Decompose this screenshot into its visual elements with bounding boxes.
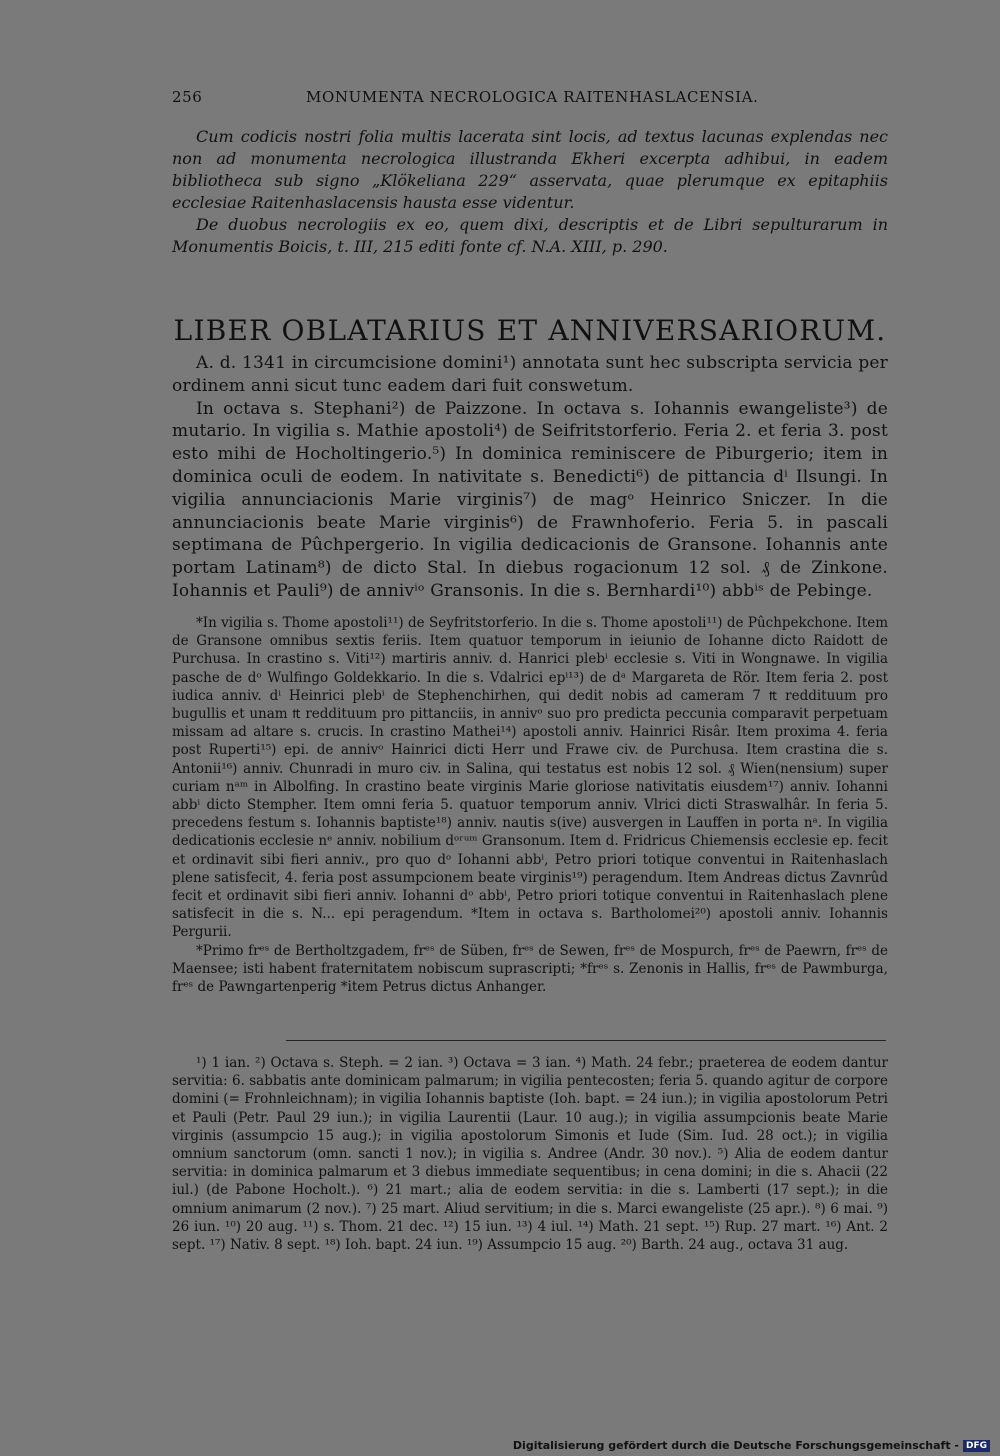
footnote-divider <box>286 1040 886 1041</box>
main-text <box>172 352 888 603</box>
footer-text: Digitalisierung gefördert durch die Deutsche Forschungsgemeinschaft - <box>512 1439 959 1452</box>
dfg-logo: DFG <box>963 1440 990 1452</box>
additions-paragraph-2: *Primo frᵉˢ de Bertholtzgadem, frᵉˢ de Süben, frᵉˢ de Sewen, frᵉˢ de Mospurch, frᵉˢ de Paewrn, frᵉˢ de Maensee; isti habent fraternitatem nobiscum suprascripti; *frᵉˢ s. Zenonis in Hallis, frᵉˢ de Pawmburga, frᵉˢ de Pawngartenperig *item Petrus dictus Anhanger. <box>172 942 888 996</box>
intro-section <box>172 126 888 258</box>
body-paragraph-2: In octava s. Stephani²) de Paizzone. In octava s. Iohannis ewangeliste³) de mutario. In vigilia s. Mathie apostoli⁴) de Seifritstorferio. Feria 2. et feria 3. post esto mihi de Hocholtingerio.⁵) In dominica reminiscere de Piburgerio; item in dominica oculi de eodem. In nativitate s. Benedicti⁶) de pittancia dⁱ Ilsungi. In vigilia annunciacionis Marie virginis⁷) de magᵒ Heinrico Sniczer. In die annunciacionis beate Marie virginis⁶) de Frawnhoferio. Feria 5. in pascali septimana de Pûchpergerio. In vigilia dedicacionis de Gransone. Iohannis ante portam Latinam⁸) de dicto Stal. In diebus rogacionum 12 sol. ₰ de Zinkone. Iohannis et Pauli⁹) de annivⁱᵒ Gransonis. In die s. Bernhardi¹⁰) abbⁱˢ de Pebinge. <box>172 398 888 601</box>
footnotes <box>172 1054 888 1254</box>
digitization-footer <box>513 1439 990 1452</box>
intro-paragraph-1: Cum codicis nostri folia multis lacerata sint locis, ad textus lacunas explendas nec non ad monumenta necrologica illustranda Ekheri excerpta adhibui, in eadem bibliotheca sub signo „Klökeliana 229“ asservata, quae plerumque ex epitaphiis ecclesiae Raitenhaslacensis hausta esse videntur. <box>172 127 888 212</box>
page-number: 256 <box>172 88 203 106</box>
additions-text <box>172 614 888 996</box>
intro-paragraph-2: De duobus necrologiis ex eo, quem dixi, descriptis et de Libri sepulturarum in Monumentis Boicis, t. III, 215 editi fonte cf. N.A. XIII, p. 290. <box>172 215 888 256</box>
section-title: LIBER OBLATARIUS ET ANNIVERSARIORUM. <box>173 314 887 347</box>
additions-paragraph-1: *In vigilia s. Thome apostoli¹¹) de Seyfritstorferio. In die s. Thome apostoli¹¹) de Pûchpekchone. Item de Gransone omnibus sextis feriis. Item quatuor temporum in ieiunio de Iohanne dicto Raidott de Purchusa. In crastino s. Viti¹²) martiris anniv. d. Hanrici plebⁱ ecclesie s. Viti in Wongnawe. In vigilia pasche de dᵒ Wulfingo Goldekkario. In die s. Vdalrici epⁱ¹³) de dᵃ Margareta de Rör. Item feria 2. post iudica anniv. dⁱ Heinrici plebⁱ de Stephenchirhen, qui dedit nobis ad cameram 7 ₶ reddituum pro bugullis et unam ₶ reddituum pro pittanciis, in annivᵒ suo pro predicta peccunia comparavit perpetuam missam ad altare s. crucis. In crastino Mathei¹⁴) apostoli anniv. Hainrici Risâr. Item proxima 4. feria post Ruperti¹⁵) epi. de annivᵒ Hainrici dicti Herr und Frawe civ. de Purchusa. Item crastina die s. Antonii¹⁶) anniv. Chunradi in muro civ. in Salina, qui testatus est nobis 12 sol. ₰ Wien(nensium) super curiam nᵃᵐ in Albolfing. In crastino beate virginis Marie gloriose nativitatis eiusdem¹⁷) anniv. Iohanni abbⁱ dicto Stempher. Item omni feria 5. quatuor temporum anniv. Vlrici dicti Straswalhâr. In feria 5. precedens festum s. Iohannis baptiste¹⁸) anniv. nautis s(ive) ausvergen in Lauffen in porta nᵃ. In vigilia dedicationis ecclesie nᵉ anniv. nobilium dᵒʳᵘᵐ Gransonum. Item d. Fridricus Chiemensis ecclesie ep. fecit et ordinavit sibi fieri anniv., pro quo dᵒ Iohanni abbⁱ, Petro priori totique conventui in Raitenhaslach plene satisfecit, 4. feria post assumpcionem beate virginis¹⁹) peragendum. Item Andreas dictus Zavnrûd fecit et ordinavit sibi fieri anniv. Iohanni dᵒ abbⁱ, Petro priori totique conventui in Raitenhaslach plene satisfecit in die s. N... epi peragendum. *Item in octava s. Bartholomei²⁰) apostoli anniv. Iohannis Pergurii. <box>172 615 888 941</box>
body-paragraph-1: A. d. 1341 in circumcisione domini¹) annotata sunt hec subscripta servicia per ordinem anni sicut tunc eadem dari fuit conswetum. <box>172 353 888 396</box>
running-title: MONUMENTA NECROLOGICA RAITENHASLACENSIA. <box>306 88 759 106</box>
footnotes-text: ¹) 1 ian. ²) Octava s. Steph. = 2 ian. ³) Octava = 3 ian. ⁴) Math. 24 febr.; praeterea de eodem dantur servitia: 6. sabbatis ante dominicam palmarum; in vigilia pentecosten; feria 5. quando agitur de corpore domini (= Frohnleichnam); in vigilia Iohannis baptiste (Ioh. bapt. = 24 iun.); in vigilia apostolorum Petri et Pauli (Petr. Paul 29 iun.); in vigilia Laurentii (Laur. 10 aug.); in vigilia assumpcionis beate Marie virginis (assumpcio 15 aug.); in vigilia apostolorum Simonis et Iude (Sim. Iud. 28 oct.); in vigilia omnium sanctorum (omn. sancti 1 nov.); in vigilia s. Andree (Andr. 30 nov.). ⁵) Alia de eodem dantur servitia: in dominica palmarum et 3 diebus immediate sequentibus; in cena domini; in die s. Ahacii (22 iul.) (de Pabone Hocholt.). ⁶) 21 mart.; alia de eodem servitia: in die s. Lamberti (17 sept.); in die omnium animarum (2 nov.). ⁷) 25 mart. Aliud servitium; in die s. Marci ewangeliste (25 apr.). ⁸) 6 mai. ⁹) 26 iun. ¹⁰) 20 aug. ¹¹) s. Thom. 21 dec. ¹²) 15 iun. ¹³) 4 iul. ¹⁴) Math. 21 sept. ¹⁵) Rup. 27 mart. ¹⁶) Ant. 2 sept. ¹⁷) Nativ. 8 sept. ¹⁸) Ioh. bapt. 24 iun. ¹⁹) Assumpcio 15 aug. ²⁰) Barth. 24 aug., octava 31 aug. <box>172 1055 888 1254</box>
